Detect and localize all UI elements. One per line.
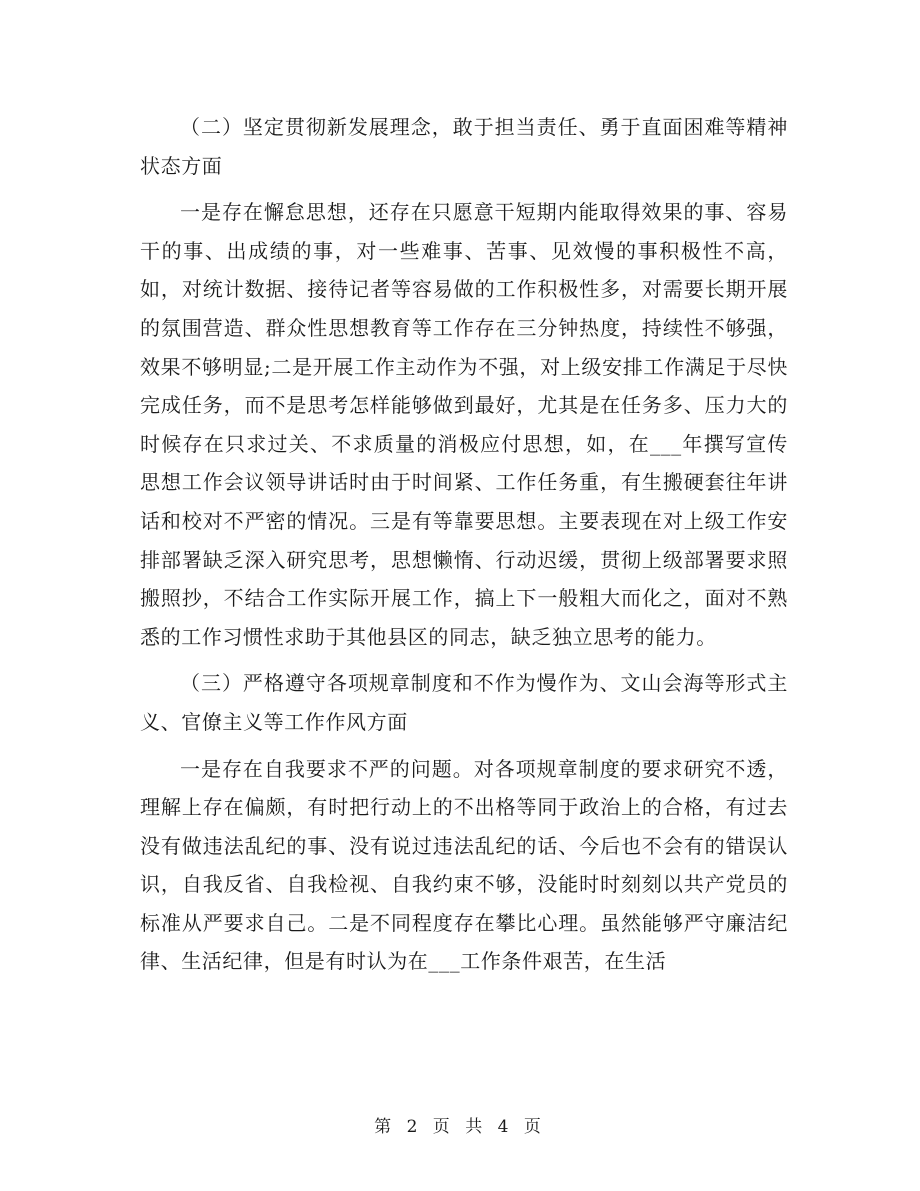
body-paragraph: 一是存在懈怠思想，还存在只愿意干短期内能取得效果的事、容易干的事、出成绩的事，对一些难事、苦事、见效慢的事积极性不高，如，对统计数据、接待记者等容易做的工作积极性多，对需要长期开展的氛围营造、群众性思想教育等工作存在三分钟热度，持续性不够强，效果不够明显;二是开展工作主动作为不强，对上级安排工作满足于尽快完成任务，而不是思考怎样能够做到最好，尤其是在任务多、压力大的时候存在只求过关、不求质量的消极应付思想，如，在___年撰写宣传思想工作会议领导讲话时由于时间紧、工作任务重，有生搬硬套往年讲话和校对不严密的情况。三是有等靠要思想。主要表现在对上级工作安排部署缺乏深入研究思考，思想懒惰、行动迟缓，贯彻上级部署要求照搬照抄，不结合工作实际开展工作，搞上下一般粗大而化之，面对不熟悉的工作习惯性求助于其他县区的同志，缺乏独立思考的能力。 (140, 200, 788, 649)
document-body (140, 108, 788, 989)
section-heading-2: （二）坚定贯彻新发展理念，敢于担当责任、勇于直面困难等精神状态方面 (140, 115, 788, 178)
section-heading-3: （三）严格遵守各项规章制度和不作为慢作为、文山会海等形式主义、官僚主义等工作作风方面 (140, 671, 788, 734)
body-paragraph: 一是存在自我要求不严的问题。对各项规章制度的要求研究不透，理解上存在偏颇，有时把行动上的不出格等同于政治上的合格，有过去没有做违法乱纪的事、没有说过违法乱纪的话、今后也不会有的错误认识，自我反省、自我检视、自我约束不够，没能时时刻刻以共产党员的标准从严要求自己。二是不同程度存在攀比心理。虽然能够严守廉洁纪律、生活纪律，但是有时认为在___工作条件艰苦，在生活 (140, 756, 788, 974)
page-number-footer: 第 2 页 共 4 页 (374, 1117, 546, 1137)
